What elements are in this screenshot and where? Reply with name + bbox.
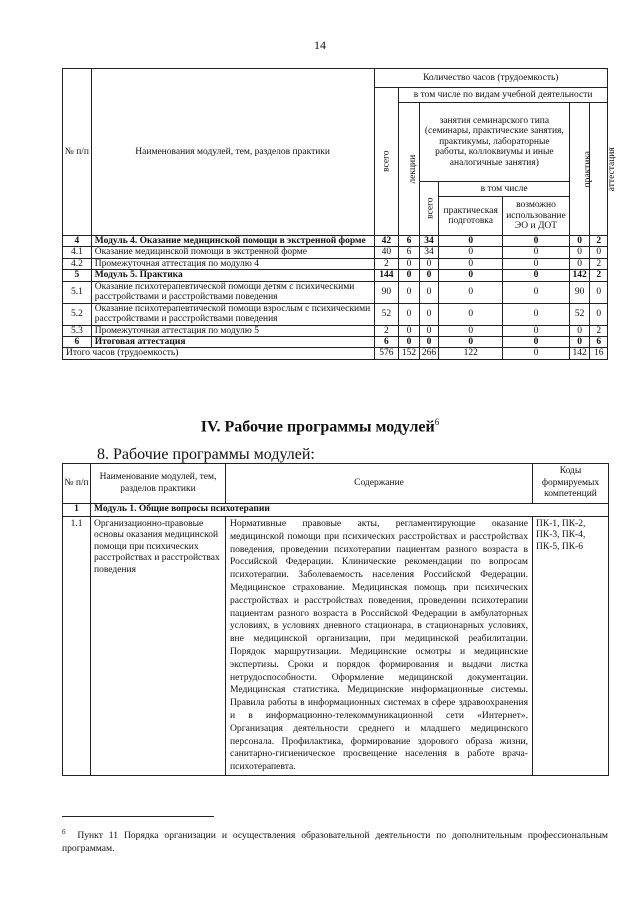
col-name-header: Наименование модулей, тем, разделов практики: [91, 464, 226, 504]
table-row: [63, 270, 608, 281]
module-programs-table: [62, 463, 609, 776]
attestation-header: аттестация: [590, 103, 608, 236]
row-number: 5: [63, 270, 92, 281]
hours-cell: 42: [374, 236, 399, 247]
footnote: $^6$ Пункт 11 Порядка организации и осуществления образовательной деятельности по дополнительным профессиональным программам.: [62, 828, 608, 855]
section-iv-title: IV. Рабочие программы модулей$^6$: [200, 417, 440, 436]
module-title: Модуль 1. Общие вопросы психотерапии: [91, 504, 609, 517]
total-cell: 0: [503, 348, 570, 359]
hours-cell: 2: [374, 258, 399, 269]
total-header: всего: [374, 88, 399, 236]
row-name: Организационно-правовые основы оказания медицинской помощи при психических расстройствах и расстройствах поведения: [91, 517, 226, 776]
hours-cell: 34: [419, 247, 439, 258]
hours-cell: 0: [419, 258, 439, 269]
lectures-header: лекции: [399, 103, 420, 236]
table-row: [63, 325, 608, 336]
footnote-divider: [62, 816, 214, 817]
hours-cell: 0: [399, 325, 420, 336]
table-row: [63, 336, 608, 347]
hours-cell: 0: [419, 303, 439, 325]
row-number: 1.1: [63, 517, 91, 776]
hours-cell: 0: [439, 258, 503, 269]
hours-cell: 0: [503, 325, 570, 336]
row-codes: ПК-1, ПК-2, ПК-3, ПК-4, ПК-5, ПК-6: [533, 517, 609, 776]
hours-cell: 34: [419, 236, 439, 247]
row-number: 4: [63, 236, 92, 247]
hours-cell: 2: [590, 236, 608, 247]
hours-cell: 0: [439, 236, 503, 247]
hours-cell: 0: [503, 281, 570, 303]
hours-cell: 0: [399, 281, 420, 303]
hours-cell: 0: [569, 258, 590, 269]
hours-cell: 52: [569, 303, 590, 325]
total-label: Итого часов (трудоемкость): [63, 348, 375, 359]
seminar-total-header: всего: [419, 182, 439, 236]
row-name: Промежуточная аттестация по модулю 4: [91, 258, 374, 269]
hours-cell: 40: [374, 247, 399, 258]
hours-cell: 6: [399, 247, 420, 258]
hours-cell: 0: [419, 336, 439, 347]
total-cell: 142: [569, 348, 590, 359]
total-cell: 576: [374, 348, 399, 359]
hours-cell: 0: [569, 247, 590, 258]
hours-cell: 2: [374, 325, 399, 336]
by-type-header: в том числе по видам учебной деятельности: [399, 88, 608, 103]
hours-cell: 0: [569, 325, 590, 336]
hours-cell: 0: [503, 270, 570, 281]
prac-prep-header: практическая подготовка: [439, 197, 503, 236]
row-number: 4.2: [63, 258, 92, 269]
hours-cell: 52: [374, 303, 399, 325]
hours-cell: 0: [439, 281, 503, 303]
incl-header: в том числе: [439, 182, 570, 197]
table-row: [63, 303, 608, 325]
hours-header: Количество часов (трудоемкость): [374, 69, 607, 88]
hours-cell: 90: [374, 281, 399, 303]
row-name: Оказание медицинской помощи в экстренной форме: [91, 247, 374, 258]
hours-cell: 90: [569, 281, 590, 303]
col-name-header: Наименования модулей, тем, разделов практики: [91, 69, 374, 236]
hours-cell: 0: [569, 236, 590, 247]
hours-cell: 0: [503, 303, 570, 325]
hours-cell: 0: [439, 303, 503, 325]
hours-cell: 6: [590, 336, 608, 347]
hours-cell: 0: [439, 270, 503, 281]
hours-cell: 0: [399, 336, 420, 347]
table-row: [63, 258, 608, 269]
total-cell: 152: [399, 348, 420, 359]
table-row: [63, 247, 608, 258]
row-number: 6: [63, 336, 92, 347]
row-name: Оказание психотерапевтической помощи детям с психическими расстройствами и расстройствами поведения: [91, 281, 374, 303]
row-number: 5.2: [63, 303, 92, 325]
hours-cell: 6: [374, 336, 399, 347]
hours-cell: 142: [569, 270, 590, 281]
row-number: 5.1: [63, 281, 92, 303]
col-num-header: № п/п: [63, 69, 92, 236]
hours-cell: 0: [590, 303, 608, 325]
hours-cell: 0: [419, 270, 439, 281]
hours-cell: 0: [399, 270, 420, 281]
total-cell: 266: [419, 348, 439, 359]
hours-cell: 0: [503, 258, 570, 269]
col-content-header: Содержание: [226, 464, 533, 504]
hours-cell: 0: [590, 247, 608, 258]
row-number: 5.3: [63, 325, 92, 336]
col-num-header: № п/п: [63, 464, 91, 504]
hours-cell: 6: [399, 236, 420, 247]
hours-cell: 0: [503, 247, 570, 258]
row-name: Промежуточная аттестация по модулю 5: [91, 325, 374, 336]
hours-cell: 0: [569, 336, 590, 347]
table-row: [63, 281, 608, 303]
hours-cell: 0: [419, 325, 439, 336]
total-cell: 16: [590, 348, 608, 359]
row-name: Модуль 4. Оказание медицинской помощи в экстренной форме: [91, 236, 374, 247]
col-codes-header: Коды формируемых компетенций: [533, 464, 609, 504]
row-name: Модуль 5. Практика: [91, 270, 374, 281]
hours-cell: 2: [590, 325, 608, 336]
hours-cell: 0: [439, 336, 503, 347]
table-row: [63, 236, 608, 247]
hours-table: [62, 68, 618, 360]
module-number: 1: [63, 504, 91, 517]
hours-cell: 0: [399, 258, 420, 269]
eo-dot-header: возможно использование ЭО и ДОТ: [503, 197, 570, 236]
hours-cell: 0: [439, 325, 503, 336]
row-content: Нормативные правовые акты, регламентирующие оказание медицинской помощи при психических расстройствах и расстройствах поведения, проведении психотерапии пациентам разного возраста в Российской Федерации. Клинические рекомендации по вопросам психотерапии. Заболеваемость населения Российской Федерации. Медицинское страхование. Медицинская помощь при психических расстройствах и расстройствах поведения, проведении психотерапии пациентам разного возраста в Российской Федерации в амбулаторных условиях, в условиях дневного стационара, в стационарных условиях, вне медицинской организации, при медицинской реабилитации. Порядок маршрутизации. Медицинские осмотры и медицинские экспертизы. Сроки и порядок формирования и выдачи листка нетрудоспособности. Оформление медицинской документации. Медицинская статистика. Медицинские информационные системы. Правила работы в информационных системах в сфере здравоохранения и в информационно-телекоммуникационной сети «Интернет». Организация деятельности среднего и младшего медицинского персонала. Профилактика, формирование здорового образа жизни, санитарно-гигиеническое просвещение населения в работе врача-психотерапевта.: [226, 517, 533, 776]
row-number: 4.1: [63, 247, 92, 258]
total-cell: 122: [439, 348, 503, 359]
hours-cell: 0: [399, 303, 420, 325]
hours-cell: 0: [503, 236, 570, 247]
practice-header: практика: [569, 103, 590, 236]
hours-cell: 144: [374, 270, 399, 281]
row-name: Оказание психотерапевтической помощи взрослым с психическими расстройствами и расстройствами поведения: [91, 303, 374, 325]
page-number: 14: [314, 38, 326, 52]
hours-cell: 0: [590, 281, 608, 303]
section-8-title: 8. Рабочие программы модулей:: [97, 446, 315, 463]
hours-cell: 0: [419, 281, 439, 303]
row-name: Итоговая аттестация: [91, 336, 374, 347]
hours-cell: 0: [439, 247, 503, 258]
hours-cell: 2: [590, 258, 608, 269]
hours-cell: 0: [503, 336, 570, 347]
seminar-header: занятия семинарского типа (семинары, практические занятия, практикумы, лабораторные работы, коллоквиумы и иные аналогичные занятия): [419, 103, 569, 182]
hours-cell: 2: [590, 270, 608, 281]
